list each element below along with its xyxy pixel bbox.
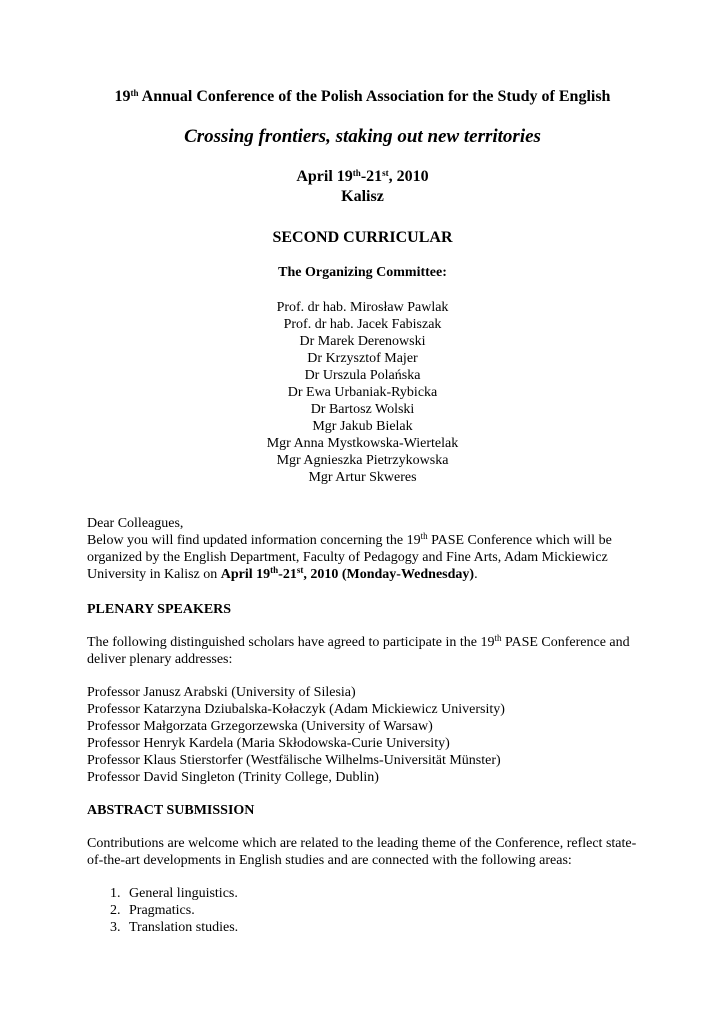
letter-date-superscript: th: [270, 565, 279, 575]
title-superscript: th: [130, 88, 139, 98]
committee-member: Prof. dr hab. Mirosław Pawlak: [276, 300, 449, 315]
abstract-heading: ABSTRACT SUBMISSION: [87, 803, 255, 818]
conference-place: Kalisz: [341, 188, 384, 205]
date-part: -21: [360, 168, 383, 185]
committee-member: Mgr Anna Mystkowska-Wiertelak: [266, 436, 459, 451]
committee-member: Dr Urszula Polańska: [304, 368, 421, 383]
greeting: Dear Colleagues,: [87, 516, 184, 531]
area-item: [110, 885, 238, 902]
committee-heading: The Organizing Committee:: [278, 265, 447, 280]
speaker-item: Professor Henryk Kardela (Maria Skłodowska-Curie University): [87, 736, 450, 751]
letter-text: PASE Conference which will be organized by the English Department, Faculty of Pedagogy and Fine Arts, Adam Mickiewicz University in Kalisz on: [87, 533, 612, 582]
letter-text: .: [474, 567, 478, 582]
date-superscript: th: [352, 168, 361, 178]
committee-member: Dr Ewa Urbaniak-Rybicka: [287, 385, 438, 400]
conference-title: [0, 87, 725, 107]
area-item: [110, 902, 238, 919]
letter-date-part: April 19: [220, 567, 271, 582]
committee-list: [0, 299, 725, 486]
document-type: SECOND CURRICULAR: [272, 229, 453, 246]
area-number: 1.: [110, 886, 121, 901]
area-number: 3.: [110, 920, 121, 935]
committee-member: Mgr Agnieszka Pietrzykowska: [276, 453, 449, 468]
area-item: [110, 919, 238, 936]
committee-member: Mgr Artur Skweres: [308, 470, 417, 485]
letter-text: Below you will find updated information concerning the 19: [87, 533, 421, 548]
letter-superscript: th: [420, 531, 428, 541]
speaker-item: Professor Klaus Stierstorfer (Westfälische Wilhelms-Universität Münster): [87, 753, 501, 768]
committee-member: Mgr Jakub Bielak: [312, 419, 413, 434]
abstract-intro: Contributions are welcome which are related to the leading theme of the Conference, reflect state-of-the-art developments in English studies and are connected with the following areas:: [87, 836, 637, 868]
committee-member: Dr Bartosz Wolski: [310, 402, 415, 417]
speaker-item: Professor Katarzyna Dziubalska-Kołaczyk (Adam Mickiewicz University): [87, 702, 505, 717]
area-text: Pragmatics.: [129, 903, 195, 918]
title-number: 19: [114, 88, 131, 105]
date-part: April 19: [296, 168, 353, 185]
speaker-item: Professor Małgorzata Grzegorzewska (University of Warsaw): [87, 719, 433, 734]
area-text: Translation studies.: [129, 920, 239, 935]
plenary-intro: [87, 634, 647, 668]
plenary-superscript: th: [494, 633, 502, 643]
conference-theme: Crossing frontiers, staking out new territories: [184, 126, 541, 147]
plenary-text: PASE Conference and deliver plenary addresses:: [87, 635, 630, 667]
letter-date-part: -21: [278, 567, 297, 582]
date-part: , 2010: [388, 168, 429, 185]
date-superscript: st: [382, 168, 389, 178]
committee-member: Dr Krzysztof Majer: [307, 351, 418, 366]
plenary-heading: PLENARY SPEAKERS: [87, 602, 232, 617]
area-number: 2.: [110, 903, 121, 918]
letter-dates: [221, 567, 474, 582]
letter-date-part: , 2010 (Monday-Wednesday): [303, 567, 475, 582]
speaker-list: [87, 684, 647, 786]
letter-body: [87, 515, 647, 583]
speaker-item: Professor David Singleton (Trinity College, Dublin): [87, 770, 379, 785]
letter-date-superscript: st: [296, 565, 304, 575]
plenary-text: The following distinguished scholars have agreed to participate in the 19: [87, 635, 495, 650]
speaker-item: Professor Janusz Arabski (University of Silesia): [87, 685, 356, 700]
area-text: General linguistics.: [129, 886, 238, 901]
areas-list: [110, 885, 238, 936]
letter-paragraph: [87, 532, 647, 583]
title-text: Annual Conference of the Polish Association for the Study of English: [138, 88, 611, 105]
committee-member: Dr Marek Derenowski: [299, 334, 426, 349]
conference-date: [0, 167, 725, 187]
committee-member: Prof. dr hab. Jacek Fabiszak: [283, 317, 442, 332]
